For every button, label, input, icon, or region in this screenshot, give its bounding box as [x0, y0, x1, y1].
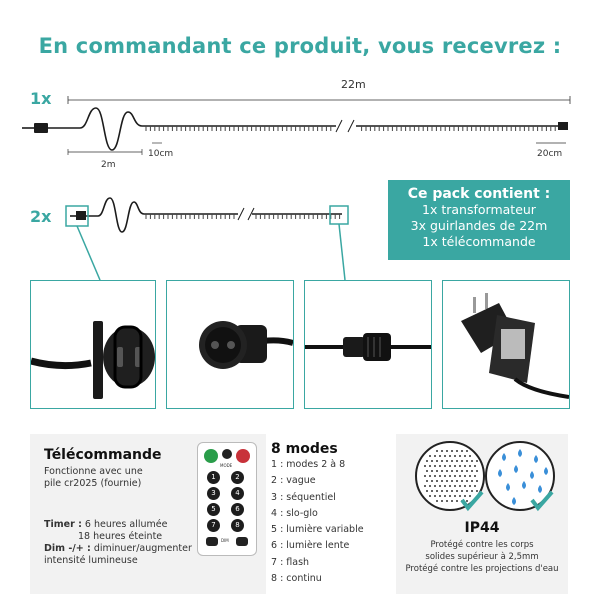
timer-line-2: 18 heures éteinte: [78, 531, 163, 542]
dust-dot: [439, 495, 441, 497]
cable-length-label: 2m: [101, 160, 116, 170]
dim-line-1: diminuer/augmenter: [90, 543, 192, 554]
dust-dot: [466, 460, 468, 462]
length-label-22m: 22m: [341, 78, 366, 91]
modes-list: [271, 457, 391, 587]
remote-key-2[interactable]: 2: [231, 471, 244, 484]
dust-dot: [449, 495, 451, 497]
dust-dot: [469, 485, 471, 487]
modes-title: 8 modes: [271, 441, 338, 457]
dust-dot: [441, 450, 443, 452]
dust-dot: [436, 480, 438, 482]
dust-dot: [466, 480, 468, 482]
quantity-2x: 2x: [30, 207, 52, 226]
mode-item: 7 : flash: [271, 556, 310, 568]
dust-dot: [474, 475, 476, 477]
dust-dot: [476, 470, 478, 472]
ip44-icons: [396, 434, 568, 524]
dust-dot: [429, 465, 431, 467]
dust-dot: [451, 490, 453, 492]
remote-mode-label: MODE: [220, 463, 233, 468]
remote-key-6[interactable]: 6: [231, 503, 244, 516]
dust-dot: [426, 480, 428, 482]
dust-dot: [444, 495, 446, 497]
dust-dot: [459, 495, 461, 497]
dust-dot: [454, 485, 456, 487]
dust-dot: [431, 490, 433, 492]
dust-dot: [426, 490, 428, 492]
dust-dot: [431, 480, 433, 482]
dust-dot: [424, 485, 426, 487]
dust-dot: [449, 475, 451, 477]
dust-dot: [471, 460, 473, 462]
remote-key-3[interactable]: 3: [207, 487, 220, 500]
dust-dot: [471, 480, 473, 482]
remote-timer-button[interactable]: [222, 449, 232, 459]
dust-dot: [469, 465, 471, 467]
mode-item: 4 : slo-glo: [271, 507, 318, 519]
dust-dot: [436, 500, 438, 502]
timer-line-1: 6 heures allumée: [81, 519, 168, 530]
dust-dot: [426, 460, 428, 462]
remote-control: [197, 442, 257, 556]
dust-dot: [444, 465, 446, 467]
dust-dot: [446, 490, 448, 492]
dust-dot: [474, 485, 476, 487]
garland-connector-1: [34, 123, 48, 133]
dust-dot: [431, 460, 433, 462]
mode-item: 2 : vague: [271, 475, 316, 487]
dust-dot: [466, 450, 468, 452]
dust-dot: [429, 495, 431, 497]
ip-line-1: Protégé contre les corps: [430, 540, 534, 550]
remote-off-button[interactable]: [236, 449, 250, 463]
dust-dot: [454, 455, 456, 457]
dust-dot: [461, 490, 463, 492]
pack-item-remote: 1x télécommande: [422, 234, 536, 249]
remote-key-8[interactable]: 8: [231, 519, 244, 532]
female-connector-photo: [166, 280, 294, 409]
dust-dot: [456, 450, 458, 452]
end-highlight-box: [330, 206, 348, 224]
remote-key-1[interactable]: 1: [207, 471, 220, 484]
dust-dot: [436, 450, 438, 452]
remote-on-button[interactable]: [204, 449, 218, 463]
dust-dot: [444, 455, 446, 457]
remote-dim-label: DIM: [221, 538, 229, 543]
dust-dot: [471, 470, 473, 472]
pack-contents-box: [388, 180, 570, 260]
end-length-label: 20cm: [537, 149, 563, 159]
dust-dot: [441, 490, 443, 492]
dust-dot: [446, 470, 448, 472]
pack-heading: Ce pack contient :: [407, 186, 551, 202]
dust-dot: [441, 460, 443, 462]
dust-dot: [449, 485, 451, 487]
dust-dot: [464, 495, 466, 497]
dust-dot: [466, 490, 468, 492]
dust-dot: [446, 500, 448, 502]
dust-dot: [446, 460, 448, 462]
dust-dot: [449, 455, 451, 457]
remote-key-7[interactable]: 7: [207, 519, 220, 532]
dust-dot: [461, 450, 463, 452]
dust-dot: [464, 465, 466, 467]
bulb-spacing-label: 10cm: [148, 149, 174, 159]
dimension-lines-row1: [68, 143, 566, 155]
remote-plus-button[interactable]: [236, 537, 248, 546]
dust-dot: [454, 475, 456, 477]
pack-item-garlands: 3x guirlandes de 22m: [410, 218, 548, 233]
remote-key-4[interactable]: 4: [231, 487, 244, 500]
dust-dot: [436, 470, 438, 472]
mode-item: 1 : modes 2 à 8: [271, 459, 346, 470]
dim-label: Dim -/+ :: [44, 543, 91, 554]
dust-dot: [469, 495, 471, 497]
dust-dot: [476, 490, 478, 492]
dust-dot: [449, 465, 451, 467]
dust-dot: [441, 500, 443, 502]
dust-dot: [439, 465, 441, 467]
battery-line-1: Fonctionne avec une: [44, 466, 143, 477]
dust-dot: [461, 460, 463, 462]
dust-dot: [466, 470, 468, 472]
mode-item: 8 : continu: [271, 573, 322, 585]
dust-dot: [459, 465, 461, 467]
dust-dot: [434, 475, 436, 477]
garland-connector-2: [76, 211, 86, 220]
dust-dot: [436, 490, 438, 492]
dust-dot: [464, 475, 466, 477]
ip-rating: IP44: [464, 520, 500, 536]
dust-dot: [461, 480, 463, 482]
callout-line-right: [339, 224, 345, 280]
dust-dot: [476, 460, 478, 462]
dust-dot: [474, 465, 476, 467]
dimension-line-22m: [68, 96, 570, 104]
transformer-photo: [442, 280, 570, 409]
dust-dot: [441, 480, 443, 482]
remote-key-5[interactable]: 5: [207, 503, 220, 516]
pack-item-transformer: 1x transformateur: [422, 202, 536, 217]
remote-title: Télécommande: [44, 447, 162, 463]
dust-dot: [436, 460, 438, 462]
dust-dot: [454, 495, 456, 497]
dim-line-2: intensité lumineuse: [44, 555, 138, 566]
dust-dot: [434, 485, 436, 487]
dust-dot: [451, 460, 453, 462]
dust-dot: [456, 490, 458, 492]
remote-minus-button[interactable]: [206, 537, 218, 546]
dust-dot: [434, 495, 436, 497]
dust-dot: [431, 470, 433, 472]
dust-dot: [424, 475, 426, 477]
dust-dot: [444, 485, 446, 487]
dust-dot: [459, 455, 461, 457]
dust-dot: [464, 455, 466, 457]
garland-strand-2: [70, 198, 342, 232]
dust-dot: [459, 485, 461, 487]
dust-dot: [469, 475, 471, 477]
dust-dot: [466, 500, 468, 502]
dust-dot: [439, 455, 441, 457]
dust-dot: [451, 470, 453, 472]
dust-dot: [439, 485, 441, 487]
dust-dot: [476, 480, 478, 482]
dust-dot: [444, 475, 446, 477]
dust-dot: [429, 485, 431, 487]
dust-dot: [451, 500, 453, 502]
dust-dot: [446, 450, 448, 452]
timer-label: Timer :: [44, 519, 82, 530]
garland-end-cap-1: [558, 122, 568, 130]
dust-dot: [469, 455, 471, 457]
dust-dot: [456, 480, 458, 482]
dust-dot: [451, 480, 453, 482]
dust-dot: [456, 470, 458, 472]
mode-item: 3 : séquentiel: [271, 491, 336, 503]
dust-dot: [439, 475, 441, 477]
battery-line-2: pile cr2025 (fournie): [44, 478, 142, 489]
dust-dot: [461, 470, 463, 472]
dust-dot: [424, 465, 426, 467]
dust-dot: [451, 450, 453, 452]
mode-item: 5 : lumière variable: [271, 524, 364, 536]
dust-dot: [454, 465, 456, 467]
dust-dot: [464, 485, 466, 487]
dust-dot: [446, 480, 448, 482]
dust-dot: [434, 455, 436, 457]
ip-line-2: solides supérieur à 2,5mm: [425, 552, 539, 562]
dust-dot: [429, 475, 431, 477]
page-title: En commandant ce produit, vous recevrez :: [38, 34, 562, 58]
cable-junction-photo: [304, 280, 432, 409]
dust-dot: [459, 475, 461, 477]
dust-dot: [441, 470, 443, 472]
dust-dot: [456, 460, 458, 462]
dust-dot: [426, 470, 428, 472]
male-connector-photo: [30, 280, 156, 409]
quantity-1x: 1x: [30, 89, 52, 108]
dust-dot: [456, 500, 458, 502]
dust-dot: [429, 455, 431, 457]
dust-dot: [471, 490, 473, 492]
mode-item: 6 : lumière lente: [271, 540, 350, 552]
dust-dot: [434, 465, 436, 467]
callout-line-left: [77, 226, 100, 280]
ip-line-3: Protégé contre les projections d'eau: [405, 564, 559, 574]
